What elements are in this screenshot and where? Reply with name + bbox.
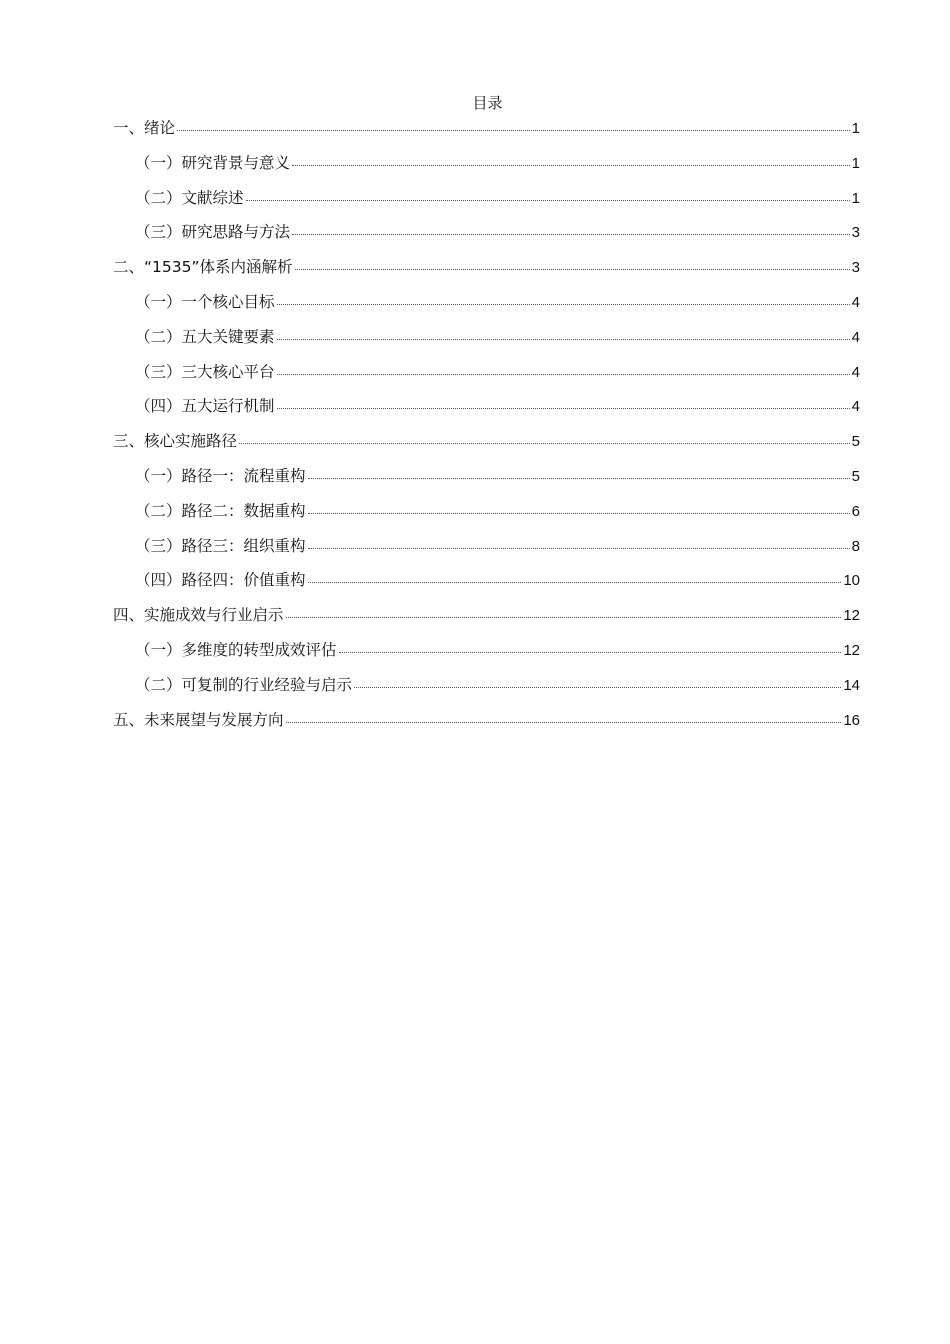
toc-dot-leader [277, 407, 850, 409]
toc-entry-page-number: 3 [851, 259, 860, 277]
toc-entry-label: （二）可复制的行业经验与启示 [135, 675, 353, 694]
toc-entry[interactable] [113, 115, 860, 150]
toc-entry[interactable] [113, 463, 860, 498]
toc-entry-label: （四）路径四：价值重构 [135, 571, 306, 590]
toc-entry[interactable] [113, 359, 860, 394]
toc-entry-page-number: 4 [851, 363, 860, 381]
toc-entry[interactable] [113, 185, 860, 220]
toc-dot-leader [292, 233, 850, 235]
toc-entry-page-number: 4 [851, 328, 860, 346]
toc-dot-leader [286, 616, 842, 618]
toc-entry-page-number: 3 [851, 224, 860, 242]
toc-entry-label: （三）研究思路与方法 [135, 223, 291, 242]
toc-entry-label: （一）路径一：流程重构 [135, 466, 306, 485]
toc-entry-label: 二、“1535”体系内涵解析 [113, 258, 293, 277]
toc-title: 目录 [472, 94, 503, 112]
toc-entry-page-number: 12 [843, 641, 860, 659]
toc-entry-page-number: 14 [843, 676, 860, 694]
toc-entry-page-number: 4 [851, 398, 860, 416]
toc-entry-page-number: 5 [851, 467, 860, 485]
toc-entry-page-number: 1 [851, 154, 860, 172]
toc-entry-label: （三）三大核心平台 [135, 362, 275, 381]
toc-entry-label: （二）文献综述 [135, 188, 244, 207]
toc-entry[interactable] [113, 393, 860, 428]
toc-dot-leader [277, 303, 850, 305]
toc-entry[interactable] [113, 428, 860, 463]
toc-entry[interactable] [113, 567, 860, 602]
toc-entry[interactable] [113, 672, 860, 707]
toc-entry-label: 五、未来展望与发展方向 [113, 710, 284, 729]
toc-dot-leader [286, 721, 842, 723]
toc-entry-label: （三）路径三：组织重构 [135, 536, 306, 555]
toc-entry-label: （一）一个核心目标 [135, 292, 275, 311]
toc-dot-leader [308, 581, 842, 583]
toc-entry-page-number: 8 [851, 537, 860, 555]
toc-entry[interactable] [113, 219, 860, 254]
toc-entry[interactable] [113, 324, 860, 359]
toc-entry-page-number: 1 [851, 120, 860, 137]
toc-entry[interactable] [113, 602, 860, 637]
toc-dot-leader [177, 129, 850, 131]
toc-dot-leader [308, 547, 850, 549]
toc-dot-leader [308, 477, 850, 479]
toc-entry-label: （二）路径二：数据重构 [135, 501, 306, 520]
toc-dot-leader [295, 268, 850, 270]
table-of-contents [113, 115, 860, 741]
toc-entry[interactable] [113, 498, 860, 533]
toc-entry-page-number: 10 [843, 572, 860, 590]
toc-entry-page-number: 4 [851, 293, 860, 311]
toc-entry[interactable] [113, 637, 860, 672]
toc-dot-leader [246, 199, 850, 201]
toc-entry[interactable] [113, 533, 860, 568]
toc-entry-label: （一）研究背景与意义 [135, 153, 291, 172]
toc-dot-leader [339, 651, 842, 653]
toc-entry-label: 四、实施成效与行业启示 [113, 606, 284, 625]
toc-entry[interactable] [113, 289, 860, 324]
toc-entry-page-number: 16 [843, 711, 860, 729]
toc-entry-page-number: 6 [851, 502, 860, 520]
toc-dot-leader [239, 442, 850, 444]
toc-entry-page-number: 12 [843, 607, 860, 625]
toc-entry-label: （四）五大运行机制 [135, 397, 275, 416]
toc-entry-label: 三、核心实施路径 [113, 432, 238, 451]
toc-dot-leader [277, 373, 850, 375]
toc-entry-label: （二）五大关键要素 [135, 327, 275, 346]
toc-dot-leader [308, 512, 850, 514]
toc-entry-label: （一）多维度的转型成效评估 [135, 640, 337, 659]
toc-entry[interactable] [113, 254, 860, 289]
toc-entry[interactable] [113, 707, 860, 742]
toc-dot-leader [292, 164, 850, 166]
toc-dot-leader [277, 338, 850, 340]
toc-entry-page-number: 1 [851, 189, 860, 207]
toc-entry-label: 一、绪论 [113, 119, 176, 137]
toc-dot-leader [354, 686, 841, 688]
toc-entry[interactable] [113, 150, 860, 185]
toc-entry-page-number: 5 [851, 433, 860, 451]
